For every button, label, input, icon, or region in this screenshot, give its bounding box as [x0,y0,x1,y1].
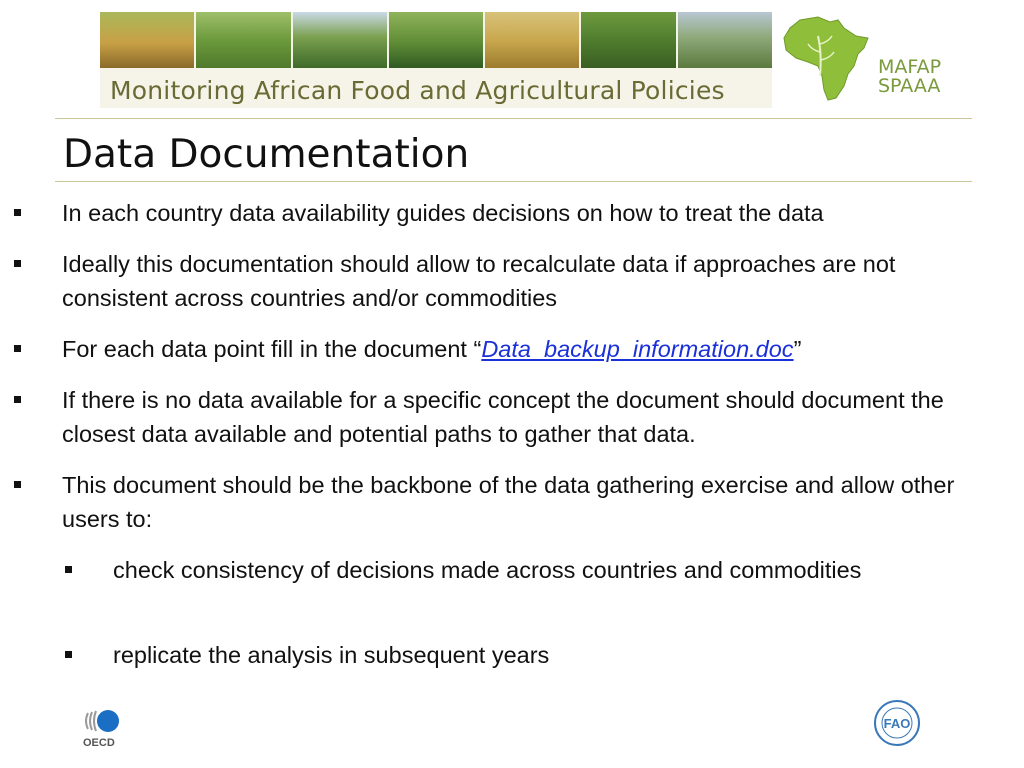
bullet-text: Ideally this documentation should allow to recalculate data if approaches are not consistent across countries and/or commodities [62,251,896,311]
bullet-item [14,332,1004,366]
header-banner [100,12,772,108]
logo-line-2: SPAAA [878,75,941,97]
farm-photo [293,12,387,68]
oecd-logo [80,705,140,750]
square-bullet-icon [14,196,24,230]
bullet-text-after: ” [793,336,802,362]
sub-bullet-text: replicate the analysis in subsequent years [113,642,550,668]
bullet-text-with-link [62,332,1004,366]
logo-line-1: MAFAP [878,56,942,78]
square-bullet-icon [65,553,75,587]
square-bullet-icon [14,383,24,417]
square-bullet-icon [14,332,24,366]
square-bullet-icon [14,468,24,502]
farm-photo [196,12,290,68]
fao-label: FAO [883,716,911,731]
farm-photo [678,12,772,68]
sub-bullet-text: check consistency of decisions made across countries and commodities [113,557,862,583]
sub-bullet-item [65,638,865,672]
sub-bullet-item [65,553,865,587]
bullet-text: This document should be the backbone of the data gathering exercise and allow other users to: [62,472,955,532]
bullet-item [14,468,1004,536]
bullet-text: If there is no data available for a specific concept the document should document the closest data available and potential paths to gather that data. [62,387,944,447]
slide-title: Data Documentation [63,132,470,177]
divider-bottom [55,181,972,182]
bullet-text-before: For each data point fill in the document “ [62,336,482,362]
banner-title: Monitoring African Food and Agricultural Policies [110,76,725,105]
document-link[interactable]: Data_backup_information.doc [481,336,794,362]
mafap-logo [778,14,948,104]
divider-top [55,118,972,119]
farm-photo [485,12,579,68]
fao-logo [873,699,921,747]
bullet-item [14,196,1004,230]
bullet-text: In each country data availability guides decisions on how to treat the data [62,200,824,226]
farm-photo [100,12,194,68]
farm-photo [389,12,483,68]
bullet-item [14,247,1004,315]
oecd-label: OECD [83,737,115,749]
square-bullet-icon [14,247,24,281]
photo-strip [100,12,772,68]
africa-map-icon [778,14,873,104]
farm-photo [581,12,675,68]
square-bullet-icon [65,638,75,672]
bullet-item [14,383,1014,451]
